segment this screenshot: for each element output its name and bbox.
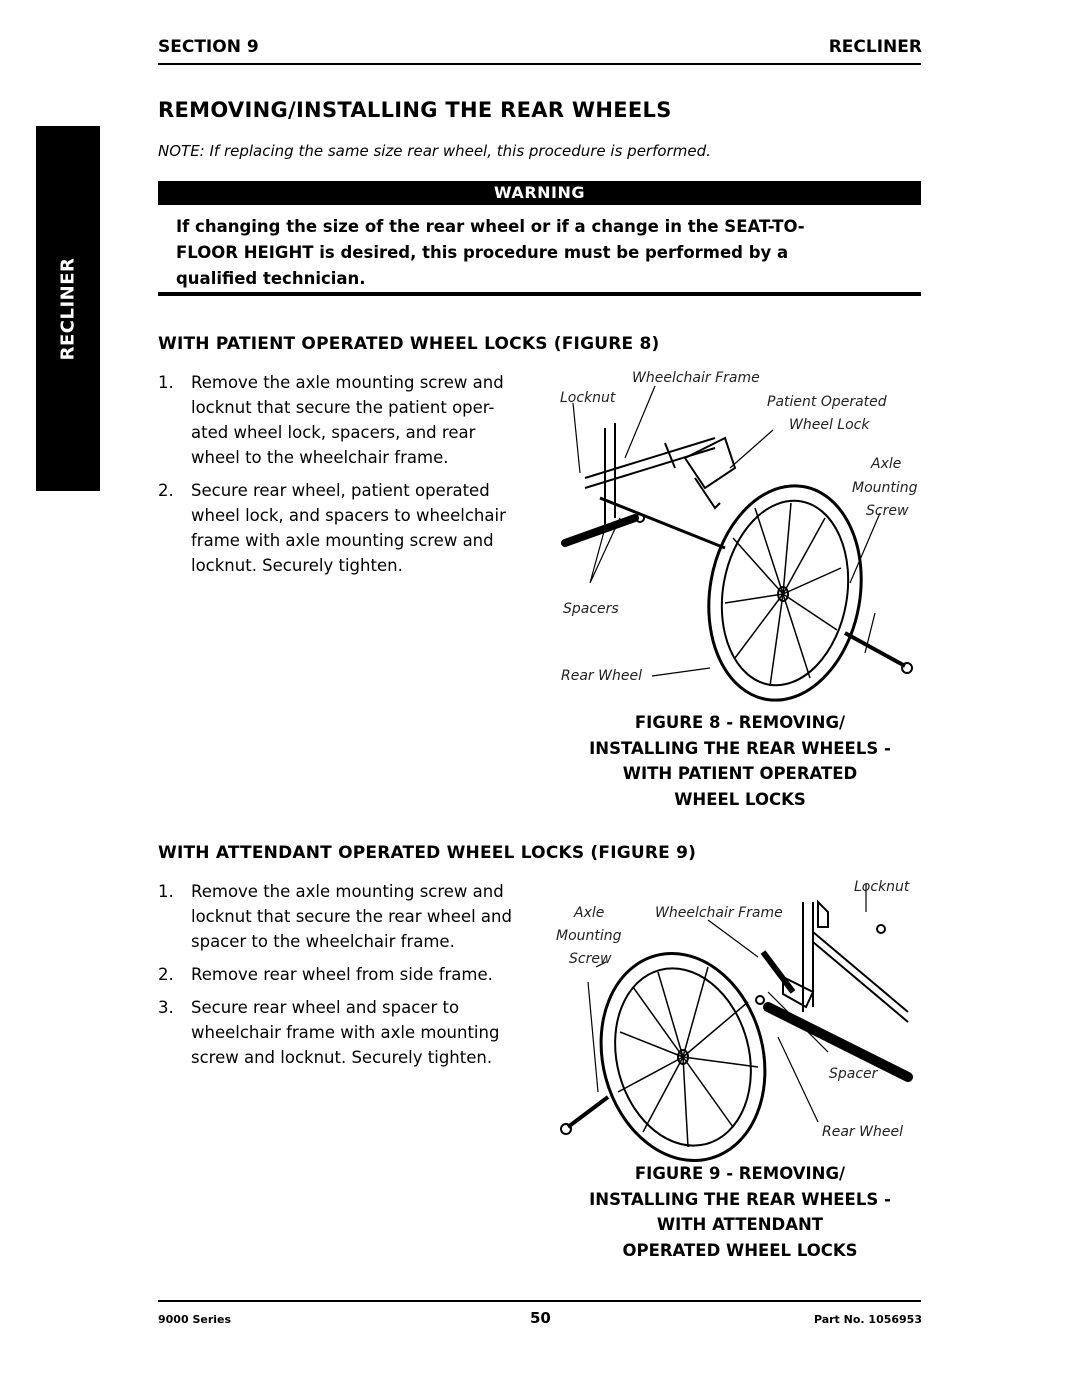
warning-bar: WARNING (158, 181, 921, 205)
page-number: 50 (530, 1309, 551, 1327)
section2-steps (158, 879, 543, 1078)
section2-heading: WITH ATTENDANT OPERATED WHEEL LOCKS (FIGURE 9) (158, 843, 697, 863)
label-screw-2: Screw (569, 951, 612, 967)
list-item: 2. Secure rear wheel, patient operated wheel lock, and spacers to wheelchair frame with axle mounting screw and locknut. Securely tighten. (158, 481, 506, 575)
label-locknut: Locknut (560, 390, 616, 406)
chapter-label: RECLINER (828, 37, 922, 57)
label-spacer: Spacer (829, 1066, 878, 1082)
warning-line: If changing the size of the rear wheel or if a change in the SEAT-TO- (176, 217, 805, 236)
figure-9-caption: FIGURE 9 - REMOVING/ INSTALLING THE REAR WHEELS - WITH ATTENDANT OPERATED WHEEL LOCKS (589, 1164, 891, 1260)
warning-line: FLOOR HEIGHT is desired, this procedure must be performed by a (176, 243, 789, 262)
side-tab (36, 126, 100, 491)
warning-line: qualified technician. (176, 269, 366, 288)
header-rule (158, 63, 921, 65)
label-wheelchair-frame: Wheelchair Frame (632, 370, 760, 386)
figure-8-caption: FIGURE 8 - REMOVING/ INSTALLING THE REAR WHEELS - WITH PATIENT OPERATED WHEEL LOCKS (589, 713, 891, 809)
label-wheel-lock: Wheel Lock (789, 417, 870, 433)
list-item: 1. Remove the axle mounting screw and locknut that secure the patient oper- ated wheel lock, spacers, and rear wheel to the wheelchair frame. (158, 373, 504, 467)
footer-rule (158, 1300, 921, 1302)
label-rear-wheel-2: Rear Wheel (822, 1124, 903, 1140)
side-tab-label: RECLINER (57, 257, 79, 360)
label-mounting-2: Mounting (556, 928, 622, 944)
label-locknut-2: Locknut (854, 879, 910, 895)
label-spacers: Spacers (563, 601, 619, 617)
label-rear-wheel: Rear Wheel (561, 668, 642, 684)
list-item: 1. Remove the axle mounting screw and locknut that secure the rear wheel and spacer to the wheelchair frame. (158, 882, 512, 951)
list-item: 3. Secure rear wheel and spacer to wheelchair frame with axle mounting screw and locknut. Securely tighten. (158, 998, 500, 1067)
warning-text (176, 214, 805, 292)
page-title: REMOVING/INSTALLING THE REAR WHEELS (158, 98, 672, 122)
section1-heading: WITH PATIENT OPERATED WHEEL LOCKS (FIGURE 8) (158, 334, 660, 354)
section-label: SECTION 9 (158, 37, 259, 57)
label-mounting: Mounting (852, 480, 918, 496)
warning-rule (158, 292, 921, 296)
section1-steps (158, 370, 533, 586)
label-screw: Screw (866, 503, 909, 519)
label-axle: Axle (871, 456, 902, 472)
label-wheelchair-frame-2: Wheelchair Frame (655, 905, 783, 921)
list-item: 2. Remove rear wheel from side frame. (158, 965, 493, 984)
label-axle-2: Axle (574, 905, 605, 921)
note-text: NOTE: If replacing the same size rear wheel, this procedure is performed. (158, 142, 711, 160)
footer-series: 9000 Series (158, 1313, 232, 1326)
footer-part: Part No. 1056953 (813, 1313, 922, 1326)
label-patient-operated: Patient Operated (767, 394, 887, 410)
